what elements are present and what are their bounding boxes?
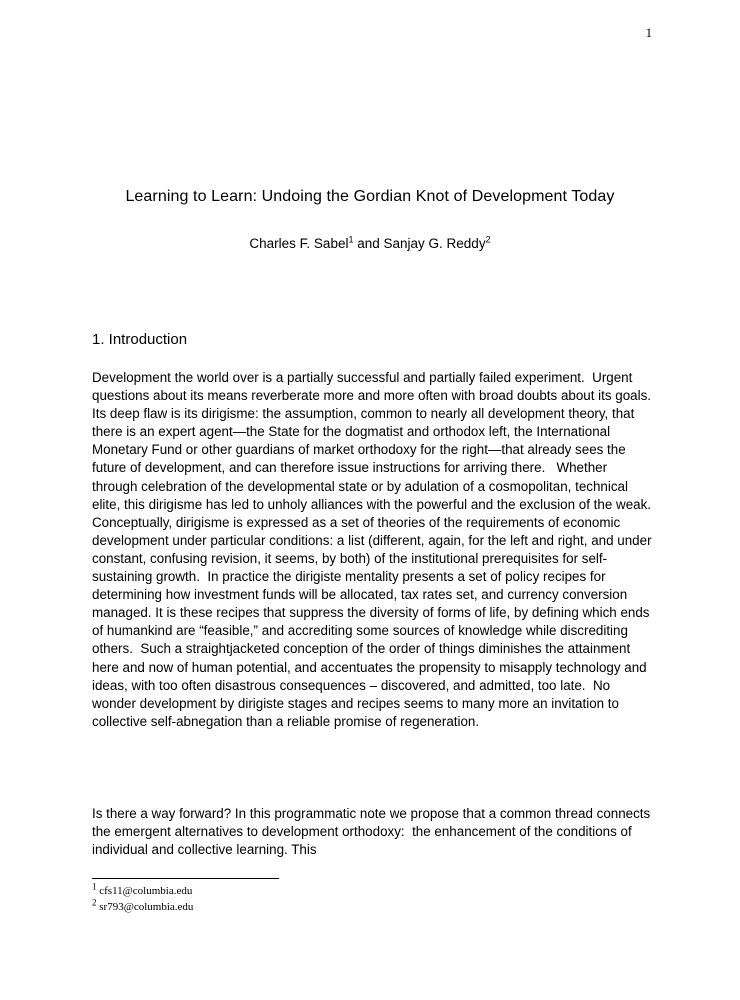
footnote-1-email: cfs11@columbia.edu — [99, 885, 193, 897]
body-paragraph-1: Development the world over is a partially successful and partially failed experiment. Urgent questions about its means reverberate more and more often with broad doubts about its goals. Its deep flaw is its dirigisme: the assumption, common to nearly all development theory, that there is an expert agent—the State for the dogmatist and orthodox left, the International Monetary Fund or other guardians of market orthodoxy for the right—that already sees the future of development, and can therefore issue instructions for arriving there. Whether through celebration of the developmental state or by adulation of a cosmopolitan, technical elite, this dirigisme has led to unholy alliances with the powerful and the exclusion of the weak. Conceptually, dirigisme is expressed as a set of theories of the requirements of economic development under particular conditions: a list (different, again, for the left and right, and under constant, confusing revision, it seems, by both) of the institutional prerequisites for self-sustaining growth. In practice the dirigiste mentality presents a set of policy recipes for determining how investment funds will be allocated, tax rates set, and currency conversion managed. It is these recipes that suppress the diversity of forms of life, by defining which ends of humankind are “feasible,” and accrediting some sources of knowledge while discrediting others. Such a straightjacketed conception of the order of things diminishes the attainment here and now of human potential, and accentuates the propensity to misapply technology and ideas, with too often disastrous consequences – discovered, and admitted, too late. No wonder development by dirigiste stages and recipes seems to many more an invitation to collective self-abnegation than a reliable promise of regeneration. — [92, 370, 659, 729]
page-number: 1 — [645, 26, 652, 40]
authors-conjunction: and — [353, 236, 384, 251]
authors-line — [90, 236, 650, 251]
author-1-footnote-ref: 1 — [348, 234, 354, 245]
footnote-separator-rule — [92, 878, 279, 879]
author-1-name: Charles F. Sabel — [249, 236, 349, 251]
author-2-name: Sanjay G. Reddy — [383, 236, 486, 251]
footnote-2-marker: 2 — [92, 897, 97, 908]
section-heading-introduction: 1. Introduction — [92, 331, 188, 348]
footnote-1 — [92, 881, 193, 897]
footnote-1-marker: 1 — [92, 881, 97, 892]
author-2-footnote-ref: 2 — [485, 234, 491, 245]
paper-title: Learning to Learn: Undoing the Gordian Knot of Development Today — [125, 188, 615, 205]
footnote-2 — [92, 897, 194, 913]
body-paragraph-2: Is there a way forward? In this programmatic note we propose that a common thread connects the emergent alternatives to development orthodoxy: the enhancement of the conditions of individual and collective learning. This — [92, 806, 654, 858]
footnote-2-email: sr793@columbia.edu — [99, 901, 194, 913]
